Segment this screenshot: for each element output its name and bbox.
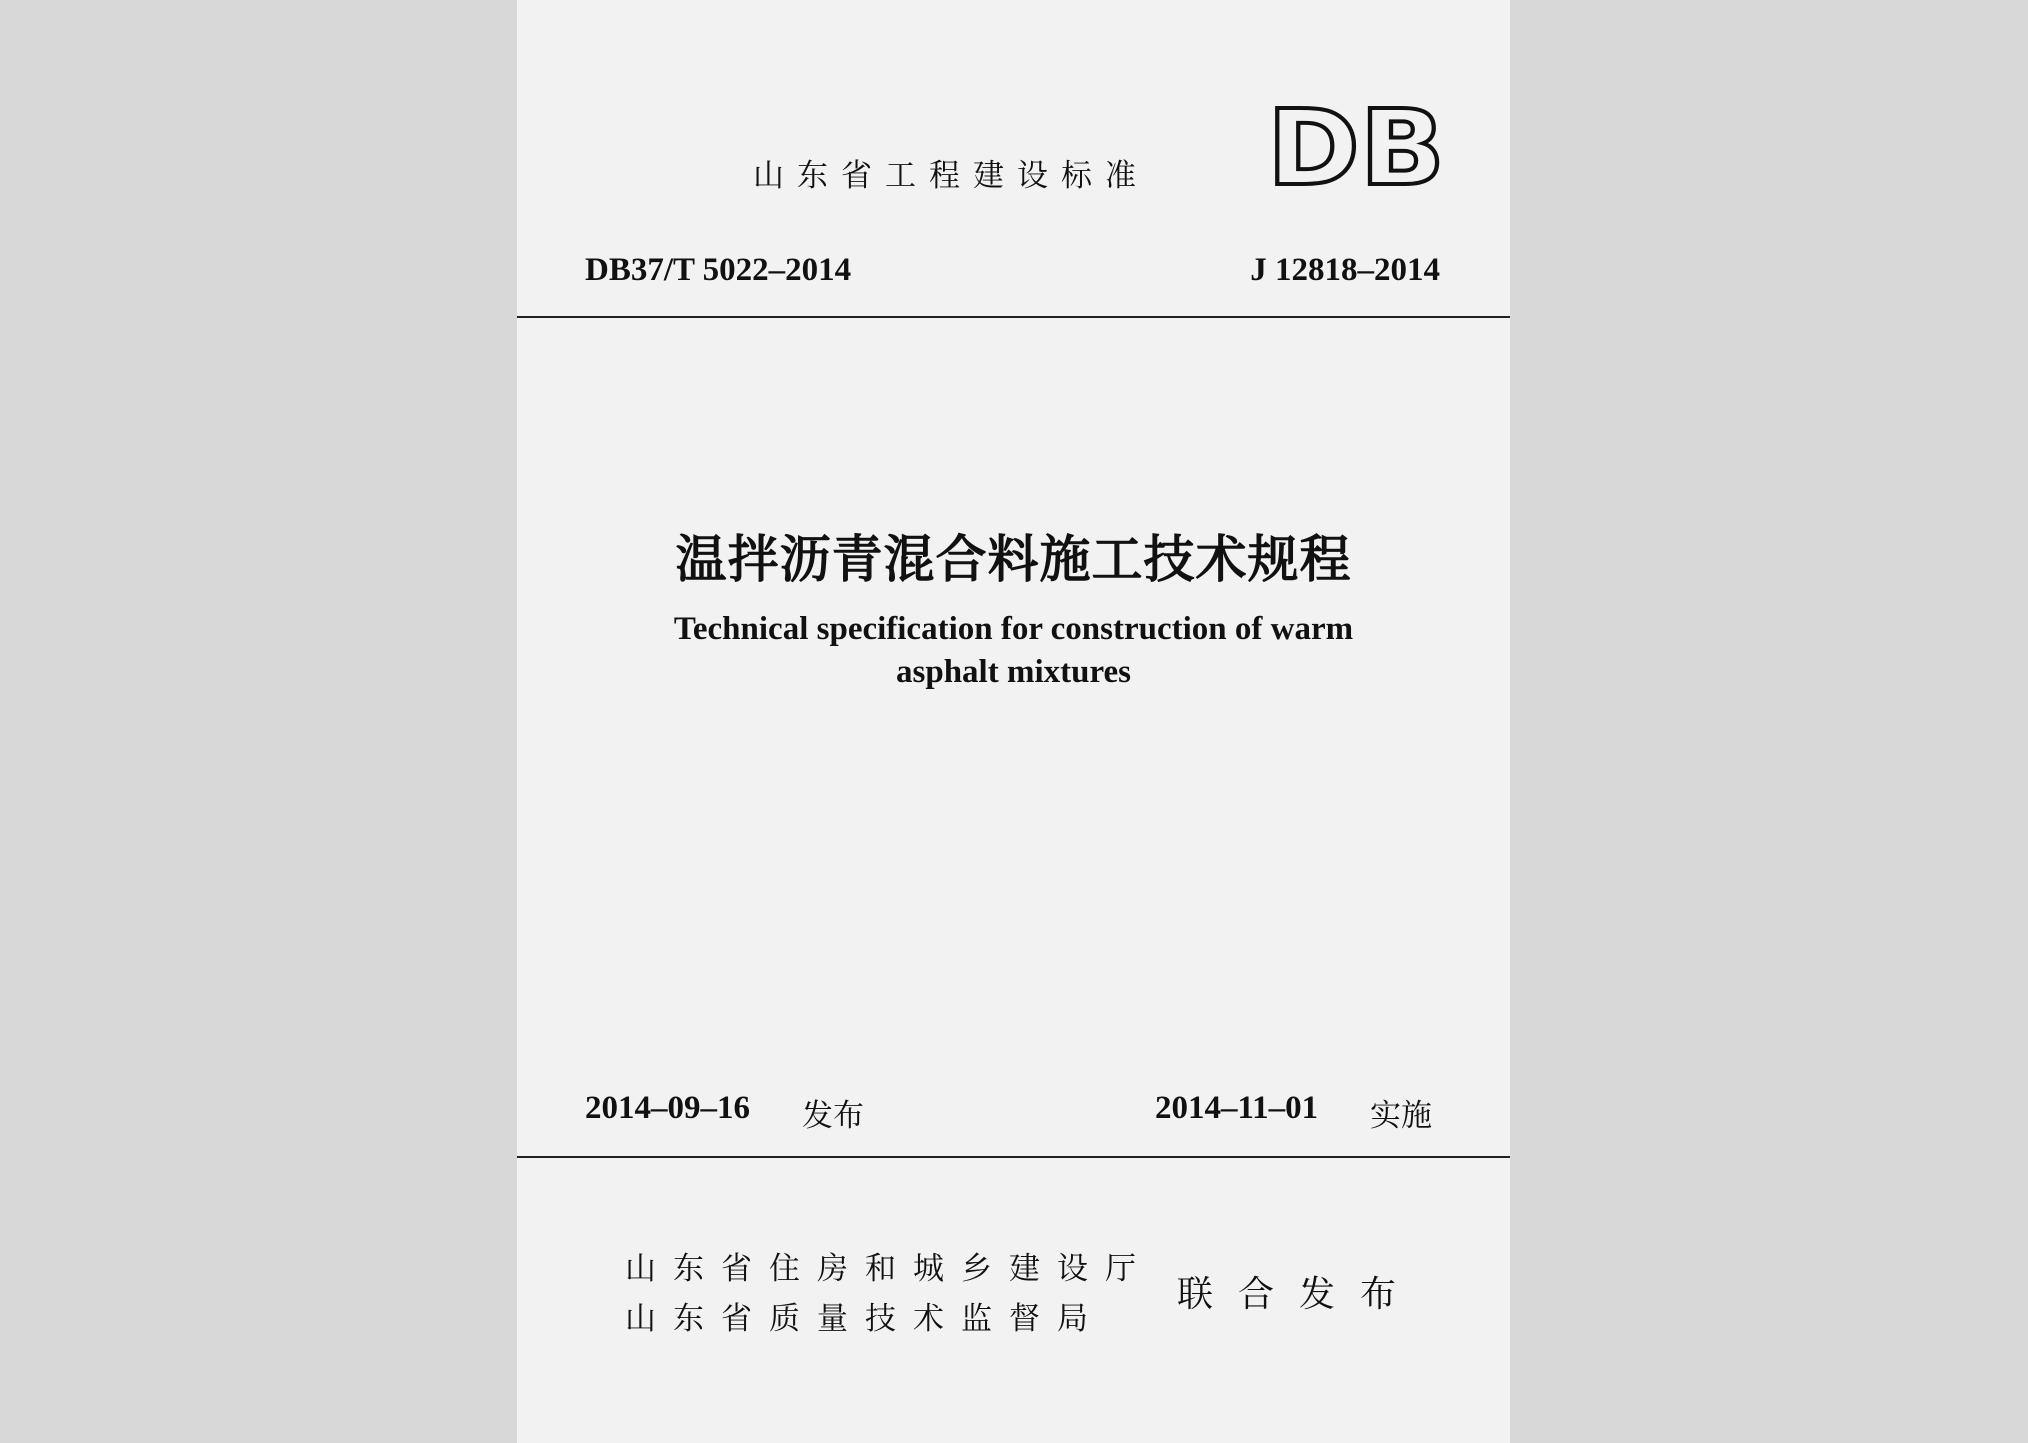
top-divider (517, 316, 1510, 318)
joint-release-label: 联合发布 (1177, 1274, 1422, 1315)
title-chinese: 温拌沥青混合料施工技术规程 (675, 533, 1352, 589)
standard-number: DB37/T 5022–2014 (585, 252, 852, 288)
series-title: 山东省工程建设标准 (753, 158, 1149, 194)
issuer-quality-bureau: 山东省质量技术监督局 (625, 1301, 1105, 1337)
effective-date: 2014–11–01 (1155, 1090, 1319, 1126)
effective-label: 实施 (1370, 1098, 1432, 1134)
bottom-divider (517, 1156, 1510, 1158)
title-english-line-2: asphalt mixtures (896, 654, 1131, 690)
title-english-line-1: Technical specification for construction of warm (673, 611, 1354, 647)
issuer-housing-department: 山东省住房和城乡建设厅 (625, 1251, 1153, 1287)
issue-label: 发布 (802, 1098, 864, 1134)
record-number: J 12818–2014 (1250, 252, 1440, 288)
db-logo (1267, 100, 1447, 192)
issue-date: 2014–09–16 (585, 1090, 750, 1126)
title-english (517, 608, 1510, 694)
db-logo-text: DB (1267, 100, 1445, 192)
document-cover-page (517, 0, 1510, 1443)
